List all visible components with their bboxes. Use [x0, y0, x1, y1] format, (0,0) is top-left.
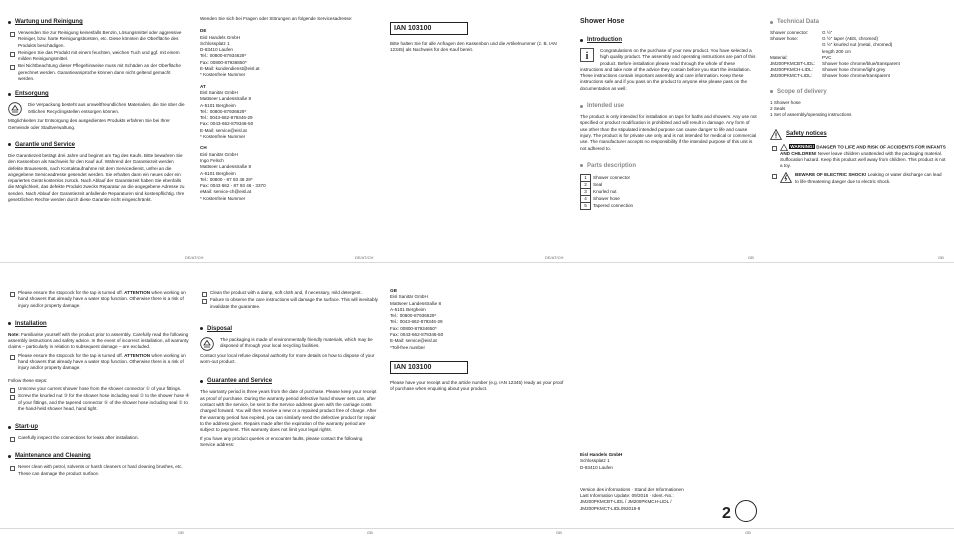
heading-startup: Start-up [8, 423, 190, 431]
list-item: Unscrew your current shower hose from the shower connector ① of your fittings. [8, 386, 190, 392]
bullet-icon [8, 322, 11, 325]
heading-entsorgung: Entsorgung [8, 90, 188, 98]
footer-label: DE/AT/CH [545, 255, 564, 260]
electric-shock-icon [780, 172, 792, 183]
follow-steps: Follow these steps: [8, 377, 48, 383]
country-de: DE [200, 28, 207, 34]
intro-text: Congratulations on the purchase of your new product. You have selected a high quality product. The assembly and operating instructions are part of this product. Before installation please read through the whole of these instructions and take note of the advice they contain before you start the installation. These instructions contain important assembly and care information. Keep these instructions safe and if you pass on the product to anyone else please pass on the documentation as well. [580, 48, 756, 91]
heading-garantie: Garantie und Service [8, 141, 188, 149]
version-line: JM200PKMCBT-LIDL / JM200PKMCH-LIDL / [580, 499, 672, 505]
bullet-icon [8, 455, 11, 458]
address-de-line: D-83410 Laufen [200, 47, 233, 53]
disposal-text: The packaging is made of environmentally friendly materials, which may be disposed of through your local recycling facilities. [220, 336, 373, 349]
ian-box: IAN 103100 [390, 22, 468, 35]
part-label: Knurled nut [593, 188, 617, 194]
top-column-1 [8, 16, 188, 205]
address-gb-line: Tel.: 00800-87936629* [390, 313, 437, 319]
address-at-line: * Kostenfreie Nummer [200, 134, 246, 140]
part-number: 3 [581, 188, 591, 195]
guarantee-text: The warranty period is three years from the date of purchase. Please keep your receipt as proof of purchase. During the warranty period defective hand shower sets can, after contact with the service, be sent to the Service address given with the carriage costs charged forward. You will then receive a new or a repaired product free of charge. After the warranty period has expired, you can similarly send the defective product for repair to the address given. Repairs made after the expiration of the warranty period are subject to payment. This warranty does not limit your legal rights. [200, 389, 377, 433]
footer-label: GB [367, 530, 373, 535]
bottom-column-3 [390, 288, 565, 395]
address-ch-line: A-5101 Bergheim [200, 170, 236, 176]
table-row [581, 188, 636, 195]
country-ch: CH [200, 145, 207, 151]
address-at-line: Tel.: 0043-662-879346-29 [200, 115, 253, 121]
address-at-line: Tel.: 00800-87936629* [200, 108, 247, 114]
table-row [581, 202, 636, 209]
spec-value: G ½" knurled nut (metal, chromed) [822, 42, 893, 48]
table-row [581, 181, 636, 188]
list-item: Clean the product with a damp, soft cloth and, if necessary, mild detergent. [200, 290, 378, 296]
address-ch-line: Ingo Felsch [200, 157, 224, 163]
part-number: 5 [581, 202, 591, 209]
address-gb-line: A-5101 Bergheim [390, 306, 426, 312]
bullet-icon [580, 39, 583, 42]
country-at: AT [200, 83, 206, 89]
bullet-icon [8, 426, 11, 429]
list-item: Please ensure the stopcock for the tap is turned off. ATTENTION when working on hand showers that already have a water stop function. Otherwise there is a risk of injury and/or property damage. [8, 353, 190, 372]
list-item: Carefully inspect the connections for leaks after installation. [8, 435, 190, 441]
address-de-line: Tel.: 00800-87934629* [200, 53, 247, 59]
address-at-line: A-5101 Bergheim [200, 102, 236, 108]
part-number: 2 [581, 181, 591, 188]
address-de-line: E-Mail: kundendienst@eisl.at [200, 66, 260, 72]
address-gb-line: Fax: 00800-87934650* [390, 325, 437, 331]
address-de-line: Eisl Handels GmbH [200, 34, 241, 40]
tech-spec-grid [770, 30, 946, 80]
spec-key: JM200PKMCT-LIDL: [770, 73, 813, 79]
address-at-line: Fax: 0043-662-879346-50 [200, 121, 254, 127]
address-gb-line: E-Mail: service@eisl.at [390, 338, 437, 344]
warning-label: WARNING! [790, 144, 815, 150]
spec-value: Shower hose chrome/blue/transparent [822, 61, 900, 67]
footer-label: GB [556, 530, 562, 535]
part-label: Seal [593, 181, 603, 187]
bottom-column-4 [580, 452, 750, 512]
warning-triangle-icon [780, 144, 788, 151]
heading-installation: Installation [8, 320, 190, 328]
heading-introduction: Introduction [580, 36, 758, 44]
top-column-2 [200, 16, 375, 202]
address-ch-line: Mattseer Landesstraße 8 [200, 164, 252, 170]
intended-text: The product is only intended for installation on taps for baths and showers. Any use not specified or product modification is prohibited and will result in damage. Any form of use other than the stipulated intended purpose can cause danger to life and cause injury. The product is for private use only and is not intended for medical or commercial use. The manufacturer accepts no responsibility if the intended purpose of this unit is not adhered to. [580, 114, 757, 151]
part-label: Tapered connection [593, 202, 634, 208]
svg-text:i: i [585, 51, 589, 62]
bottom-column-2 [200, 290, 378, 450]
address-at-line: E-Mail: service@eisl.at [200, 127, 247, 133]
warning-bold-text: DANGER TO LIFE AND RISK OF ACCIDENTS FOR INFANTS AND CHILDREN! [780, 144, 946, 156]
version-line: Last Information Update: 09/2016 · Ident.-No.: [580, 493, 674, 499]
footer-label: DE/AT/CH [355, 255, 374, 260]
recycle-icon [200, 337, 214, 351]
warning-children [770, 144, 946, 170]
parts-table [580, 174, 636, 210]
address-de-line: Fax: 00800-87936850* [200, 59, 247, 65]
heading-maintenance: Maintenance and Cleaning [8, 452, 190, 460]
bullet-icon [8, 21, 11, 24]
spec-value: Shower hose chrome/transparent [822, 73, 890, 79]
address-de-line: Schlossplatz 1 [200, 40, 230, 46]
address-ch-line: * Kostenfreie Nummer [200, 195, 246, 201]
heading-safety: Safety notices [770, 129, 946, 140]
spec-value: G ½" [822, 30, 833, 35]
heading-parts: Parts description [580, 162, 758, 170]
spec-key: Shower hose: [770, 36, 799, 42]
company-name: Eisl Handels GmbH [580, 452, 623, 457]
list-item: Verwenden Sie zur Reinigung keinesfalls Benzin, Lösungsmittel oder aggressive Reiniger, bzw. harte Reinigungsbürsten, etc. Diese könnten die Oberfläche des Produkts beschädigen. [8, 30, 188, 49]
warning-text: Leaking or water discharge can lead to life-threatening danger due to electric shock. [795, 172, 942, 184]
spec-key: Shower connector: [770, 30, 809, 35]
bullet-icon [8, 93, 11, 96]
warning-triangle-icon [770, 129, 782, 140]
bullet-icon [200, 327, 203, 330]
guarantee-text-2: If you have any product queries or encounter faults, please contact the following Service address: [200, 435, 363, 447]
spec-value: length 200 cm [822, 48, 851, 54]
bullet-icon [200, 380, 203, 383]
recycle-icon [8, 102, 22, 116]
warning-electric [770, 172, 946, 185]
part-number: 1 [581, 174, 591, 181]
list-item: Never clean with petrol, solvents or harsh cleaners or hard cleaning brushes, etc. These can damage the product surface. [8, 464, 190, 477]
bullet-icon [8, 143, 11, 146]
address-ch-line: Tel.: 00800 - 87 93 46 29* [200, 176, 253, 182]
heading-wartung: Wartung und Reinigung [8, 18, 188, 26]
footer-label: GB [748, 255, 754, 260]
circle-mark [735, 500, 757, 522]
scope-line: 2 Seals [770, 105, 786, 111]
disposal-text-2: Contact your local refuse disposal authority for more details on how to dispose of your worn-out product. [200, 352, 375, 365]
address-at-line: Mattseer Landesstraße 8 [200, 96, 252, 102]
footer-label: GB [178, 530, 184, 535]
ian-text: Bitte halten Sie für alle Anfragen den Kassenbon und die Artikelnummer (z. B. IAN 12345) als Nachweis für den Kauf bereit. [390, 41, 557, 53]
warranty-text: Die Garantiezeit beträgt drei Jahre und beginnt am Tag des Kaufs. Bitte bewahren Sie den Kassenbon als Nachweis für den Kauf auf. Während der Garantiezeit werden defekte Brausesets, nach Kontaktaufnahme mit dem Servicedienst, unfrei an die angegebene Serviceadresse gesendet werden. Sie erhalten dann ein neues oder ein repariertes Gerät kostenlos zurück. Nach Ablauf der Garantiezeit haben Sie ebenfalls die Möglichkeit, das defekte Produkt zwecks Reparatur an die angegebene Adresse zu senden. Nach Ablauf der Garantiezeit anfallende Reparaturen sind kostenpflichtig. Ihre gesetzlichen Rechte werden durch diese Garantie nicht eingeschränkt. [8, 152, 185, 203]
heading-intended-use: Intended use [580, 102, 758, 110]
ian-text: Please have your receipt and the article number (e.g. IAN 12345) ready as your proof of purchase when enquiring about your product. [390, 379, 564, 392]
list-item: Failure to observe the care instructions will damage the surface. This will inevitably invalidate the guarantee. [200, 297, 378, 310]
spec-key: Material: [770, 54, 788, 60]
table-row [581, 195, 636, 202]
address-gb-line: *Toll-free number [390, 344, 425, 350]
top-page-bottom-rule [0, 262, 954, 263]
part-number: 4 [581, 195, 591, 202]
version-line: JM200PKMCT-LIDL092016-8 [580, 505, 641, 511]
bullet-icon [580, 164, 583, 167]
part-label: Shower hose [593, 195, 620, 201]
heading-disposal: Disposal [200, 325, 378, 333]
list-item: Reinigen Sie das Produkt mit einem feuchten, weichen Tuch und ggf. mit einem milden Reinigungsmittel. [8, 50, 188, 63]
disposal-text: Die Verpackung besteht aus umweltfreundlichen Materialien, die Sie über die örtlichen Recyclingstellen entsorgen können. [28, 102, 185, 114]
company-line: D-83410 Laufen [580, 464, 613, 470]
table-row [581, 174, 636, 181]
top-column-3 [390, 22, 565, 56]
footer-label: DE/AT/CH [185, 255, 204, 260]
spec-key: JM200PKMCH-LIDL: [770, 67, 813, 73]
spec-value: PVC [822, 54, 832, 60]
list-item: Please ensure the stopcock for the tap is turned off. ATTENTION when working on hand showers that already have a water stop function. Otherwise there is a risk of injury and/or property damage. [8, 290, 190, 309]
address-gb-line: Mattseer Landesstraße 8 [390, 300, 442, 306]
address-gb-line: Eisl Sanitär GmbH [390, 294, 428, 300]
bottom-page-bottom-rule [0, 528, 954, 529]
top-column-5 [770, 16, 946, 186]
bullet-icon [580, 105, 583, 108]
heading-guarantee: Guarantee and Service [200, 377, 378, 385]
scope-line: 1 Set of assembly/operating instructions [770, 112, 852, 118]
footer-label: GB [745, 530, 751, 535]
doc-title: Shower Hose [580, 18, 625, 25]
list-item: Screw the knurled nut ③ for the shower hose including seal ② to the shower hose ④ of your fittings, and the tapered connector ⑤ of the shower hose including seal ② to the hand-held shower head, hand tight. [8, 393, 190, 412]
address-at-line: Eisl Sanitär GmbH [200, 89, 238, 95]
info-icon [580, 48, 594, 62]
address-ch-line: Eisl Sanitär GmbH [200, 151, 238, 157]
footer-label: GB [938, 255, 944, 260]
heading-scope: Scope of delivery [770, 88, 946, 96]
scope-line: 1 Shower hose [770, 99, 801, 105]
address-de-line: * Kostenfreie Nummer [200, 72, 246, 78]
country-gb: GB [390, 288, 397, 293]
heading-technical-data: Technical Data [770, 18, 946, 26]
warning-text: Never leave children unattended with the packaging material. Suffocation hazard. Keep this product well away from children. This product is not a toy. [780, 150, 946, 169]
spec-value: G ½" taper (ABS, chromed) [822, 36, 879, 42]
list-item: Bei Nichtbeachtung dieser Pflegehinweise muss mit Schäden an der Oberfläche gerechnet werden. Garantieansprüche können dann nicht geltend gemacht werden. [8, 63, 188, 82]
service-intro: Wenden Sie sich bei Fragen oder Störungen an folgende Servicesadresse: [200, 16, 353, 21]
bullet-icon [770, 21, 773, 24]
version-line: Version des informations · Stand der Informationen [580, 486, 684, 492]
bottom-column-1 [8, 290, 190, 478]
address-gb-line: Tel.: 0043-662-879346-29 [390, 319, 443, 325]
spec-key: JM200PKMCBT-LIDL: [770, 61, 816, 67]
company-line: Schlossplatz 1 [580, 458, 610, 464]
page-number: 2 [722, 505, 731, 522]
bullet-icon [770, 90, 773, 93]
address-gb-line: Fax: 0043-662-879346-50 [390, 332, 444, 338]
install-note: Note: Familiarise yourself with the product prior to assembly. Carefully read the following assembly instructions and safety advice. In the event of incorrect installation, all warranty claims – particularly in relation to subsequent damage – are excluded. [8, 331, 189, 350]
top-column-4 [580, 16, 758, 210]
part-label: Shower connector [593, 174, 631, 180]
warning-bold-text: BEWARE OF ELECTRIC SHOCK! [795, 172, 867, 178]
address-ch-line: eMail: service-ch@eisl.at [200, 189, 252, 195]
address-ch-line: Fax: 0043 662 - 87 93 46 - 3370 [200, 183, 266, 189]
spec-value: Shower hose chrome/light grey [822, 67, 886, 73]
ian-box: IAN 103100 [390, 361, 468, 374]
disposal-text-2: Möglichkeiten zur Entsorgung des ausgedienten Produkts erfahren Sie bei Ihrer Gemeinde oder Stadtverwaltung. [8, 118, 170, 130]
